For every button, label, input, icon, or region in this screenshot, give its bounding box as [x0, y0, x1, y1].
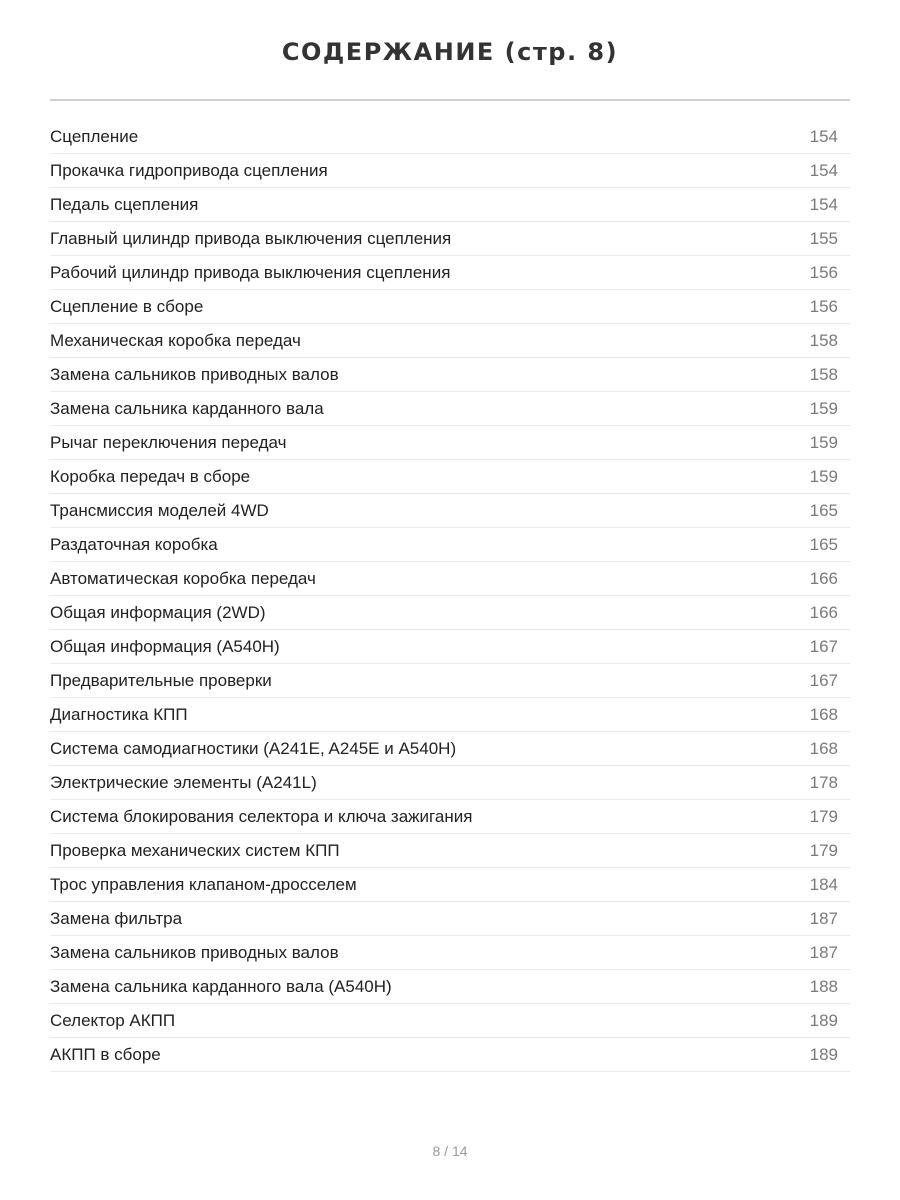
toc-entry-title: Главный цилиндр привода выключения сцепления: [50, 228, 452, 248]
toc-entry[interactable]: [50, 460, 850, 494]
toc-entry[interactable]: [50, 528, 850, 562]
toc-entry-title: Предварительные проверки: [50, 670, 272, 690]
toc-entry-page: 158: [809, 364, 838, 384]
toc-entry-page: 154: [809, 126, 838, 146]
toc-entry-page: 189: [809, 1044, 838, 1064]
toc-entry[interactable]: [50, 1038, 850, 1072]
toc-entry-page: 189: [809, 1010, 838, 1030]
toc-entry[interactable]: [50, 766, 850, 800]
toc-list: [50, 120, 850, 1072]
toc-entry-title: АКПП в сборе: [50, 1044, 161, 1064]
toc-entry[interactable]: [50, 698, 850, 732]
toc-entry-title: Сцепление в сборе: [50, 296, 204, 316]
toc-entry-title: Замена сальника карданного вала (A540H): [50, 976, 392, 996]
toc-entry-page: 165: [809, 534, 838, 554]
toc-entry-title: Раздаточная коробка: [50, 534, 218, 554]
toc-entry-title: Педаль сцепления: [50, 194, 199, 214]
toc-entry-page: 159: [809, 432, 838, 452]
toc-entry[interactable]: [50, 188, 850, 222]
toc-entry-page: 187: [809, 942, 838, 962]
toc-entry-title: Проверка механических систем КПП: [50, 840, 340, 860]
toc-entry-page: 166: [809, 602, 838, 622]
toc-entry-title: Система самодиагностики (A241E, A245E и A540H): [50, 738, 457, 758]
toc-entry-page: 168: [809, 704, 838, 724]
toc-entry-page: 167: [809, 636, 838, 656]
toc-entry[interactable]: [50, 902, 850, 936]
toc-entry-page: 188: [809, 976, 838, 996]
page-indicator: 8 / 14: [432, 1143, 468, 1159]
toc-entry[interactable]: [50, 800, 850, 834]
toc-entry-page: 179: [809, 806, 838, 826]
toc-entry[interactable]: [50, 324, 850, 358]
toc-entry[interactable]: [50, 630, 850, 664]
toc-entry-title: Трансмиссия моделей 4WD: [50, 500, 269, 520]
toc-entry-page: 159: [809, 466, 838, 486]
toc-entry-title: Трос управления клапаном-дросселем: [50, 874, 357, 894]
toc-entry-page: 178: [809, 772, 838, 792]
toc-entry-title: Замена сальников приводных валов: [50, 942, 339, 962]
toc-entry[interactable]: [50, 970, 850, 1004]
toc-entry-page: 168: [809, 738, 838, 758]
toc-entry[interactable]: [50, 358, 850, 392]
toc-entry-title: Рычаг переключения передач: [50, 432, 287, 452]
toc-entry-title: Замена сальников приводных валов: [50, 364, 339, 384]
toc-entry-title: Общая информация (A540H): [50, 636, 280, 656]
toc-entry-page: 158: [809, 330, 838, 350]
toc-entry-title: Диагностика КПП: [50, 704, 188, 724]
toc-entry-page: 154: [809, 194, 838, 214]
toc-entry[interactable]: [50, 936, 850, 970]
toc-entry[interactable]: [50, 1004, 850, 1038]
toc-entry-page: 159: [809, 398, 838, 418]
toc-entry[interactable]: [50, 664, 850, 698]
toc-entry-page: 156: [809, 296, 838, 316]
toc-entry[interactable]: [50, 834, 850, 868]
toc-entry[interactable]: [50, 562, 850, 596]
toc-entry-page: 155: [809, 228, 838, 248]
toc-entry[interactable]: [50, 290, 850, 324]
toc-entry-title: Электрические элементы (A241L): [50, 772, 317, 792]
toc-entry-title: Автоматическая коробка передач: [50, 568, 316, 588]
toc-entry-page: 156: [809, 262, 838, 282]
toc-entry-page: 184: [809, 874, 838, 894]
toc-entry[interactable]: [50, 120, 850, 154]
toc-entry-page: 179: [809, 840, 838, 860]
toc-entry[interactable]: [50, 732, 850, 766]
title-divider: [50, 99, 850, 101]
toc-entry[interactable]: [50, 154, 850, 188]
toc-entry-page: 165: [809, 500, 838, 520]
toc-entry-title: Сцепление: [50, 126, 139, 146]
toc-entry-page: 166: [809, 568, 838, 588]
toc-entry[interactable]: [50, 426, 850, 460]
toc-entry-title: Коробка передач в сборе: [50, 466, 251, 486]
toc-entry[interactable]: [50, 494, 850, 528]
toc-entry[interactable]: [50, 868, 850, 902]
toc-entry-title: Селектор АКПП: [50, 1010, 176, 1030]
toc-entry[interactable]: [50, 256, 850, 290]
page-title: СОДЕРЖАНИЕ (стр. 8): [281, 38, 619, 66]
toc-entry-page: 167: [809, 670, 838, 690]
toc-entry-title: Замена фильтра: [50, 908, 183, 928]
toc-entry-title: Общая информация (2WD): [50, 602, 266, 622]
toc-entry-title: Рабочий цилиндр привода выключения сцепления: [50, 262, 451, 282]
toc-entry-title: Механическая коробка передач: [50, 330, 301, 350]
toc-entry-page: 154: [809, 160, 838, 180]
toc-entry[interactable]: [50, 596, 850, 630]
toc-entry[interactable]: [50, 392, 850, 426]
toc-entry[interactable]: [50, 222, 850, 256]
toc-entry-title: Прокачка гидропривода сцепления: [50, 160, 328, 180]
toc-entry-title: Замена сальника карданного вала: [50, 398, 324, 418]
toc-entry-title: Система блокирования селектора и ключа зажигания: [50, 806, 473, 826]
toc-entry-page: 187: [809, 908, 838, 928]
